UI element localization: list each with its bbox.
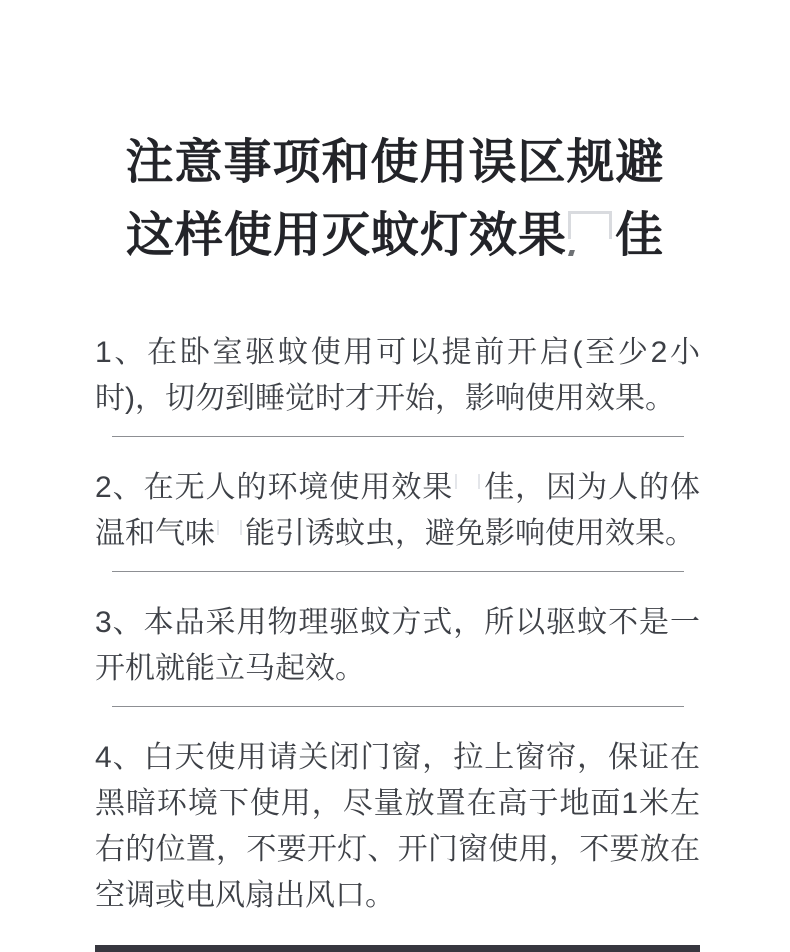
- notice-list: [95, 330, 700, 919]
- divider: [112, 571, 684, 572]
- notice-item-2-text-post: 能引诱蚊虫，避免影响使用效果。: [245, 517, 695, 551]
- erased-character-patch: [567, 209, 615, 257]
- notice-item-4: 4、白天使用请关闭门窗，拉上窗帘，保证在黑暗环境下使用，尽量放置在高于地面1米左右的位置，不要开灯、开门窗使用，不要放在空调或电风扇出风口。: [95, 741, 700, 913]
- title-line-2-text-pre: 这样使用灭蚊灯效果: [125, 209, 567, 263]
- title-line-2-text-post: 佳: [615, 209, 665, 263]
- notice-item-1: 1、在卧室驱蚊使用可以提前开启(至少2小时)，切勿到睡觉时才开始，影响使用效果。: [95, 336, 700, 416]
- title-line-2: [0, 199, 790, 272]
- title-line-1: 注意事项和使用误区规避: [125, 136, 665, 190]
- erased-character-patch: [215, 517, 245, 547]
- notice-item-2: [95, 465, 700, 557]
- notice-item-3: 3、本品采用物理驱蚊方式，所以驱蚊不是一开机就能立马起效。: [95, 606, 700, 686]
- divider: [112, 436, 684, 437]
- notice-item-2-text-pre: 2、在无人的环境使用效果: [95, 471, 454, 505]
- next-section-edge: [95, 945, 700, 952]
- page-title: [0, 32, 790, 272]
- erased-character-patch: [453, 471, 483, 501]
- divider: [112, 706, 684, 707]
- notice-item-2-text-mid: 佳，因为人的体温和气味: [95, 471, 700, 551]
